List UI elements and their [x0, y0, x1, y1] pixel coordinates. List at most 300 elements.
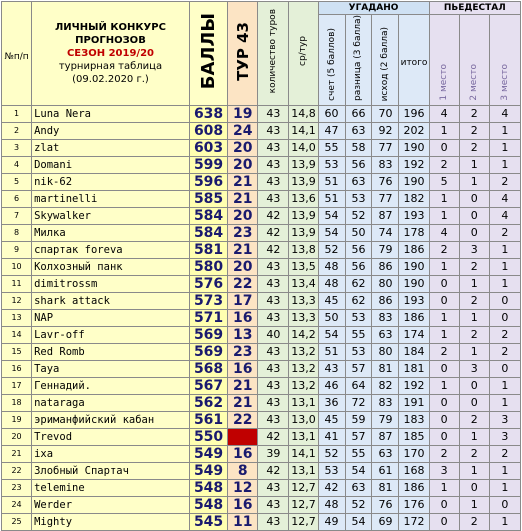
- place3-value: 1: [489, 462, 520, 479]
- balls-value: 549: [189, 462, 227, 479]
- place3-label: 3 место: [499, 64, 510, 101]
- avg-value: 13,9: [289, 173, 318, 190]
- score-value: 53: [318, 156, 345, 173]
- tour-value: 13: [228, 326, 258, 343]
- table-row: [2, 360, 521, 377]
- place1-value: 2: [429, 445, 459, 462]
- place1-value: 2: [429, 241, 459, 258]
- row-number: 16: [2, 360, 32, 377]
- balls-value: 576: [189, 275, 227, 292]
- balls-value: 561: [189, 411, 227, 428]
- row-number: 17: [2, 377, 32, 394]
- total-value: 192: [399, 156, 429, 173]
- avg-value: 13,4: [289, 275, 318, 292]
- score-label: счет (5 баллов): [326, 28, 337, 101]
- standings-table: [1, 1, 521, 531]
- tour-value: 20: [228, 207, 258, 224]
- player-name: dimitrossm: [32, 275, 190, 292]
- avg-value: 14,0: [289, 139, 318, 156]
- player-name: nataraga: [32, 394, 190, 411]
- outcome-value: 87: [372, 207, 399, 224]
- place1-label: 1 место: [439, 64, 450, 101]
- player-name: Andy: [32, 122, 190, 139]
- place3-value: 2: [489, 445, 520, 462]
- outcome-value: 82: [372, 377, 399, 394]
- player-name: эриманфийский кабан: [32, 411, 190, 428]
- total-value: 190: [399, 139, 429, 156]
- tour-value: 21: [228, 377, 258, 394]
- score-value: 53: [318, 462, 345, 479]
- tour-value: [228, 428, 258, 445]
- avg-value: 13,2: [289, 360, 318, 377]
- place3-value: 0: [489, 360, 520, 377]
- outcome-value: 63: [372, 326, 399, 343]
- tours-count-value: 43: [258, 122, 289, 139]
- place2-value: 0: [459, 190, 489, 207]
- tour-value: 21: [228, 190, 258, 207]
- row-number: 4: [2, 156, 32, 173]
- place2-value: 0: [459, 479, 489, 496]
- table-row: [2, 309, 521, 326]
- tour-value: 21: [228, 394, 258, 411]
- table-row: [2, 377, 521, 394]
- total-value: 190: [399, 258, 429, 275]
- diff-value: 56: [345, 241, 372, 258]
- tours-count-value: 40: [258, 326, 289, 343]
- place2-value: 1: [459, 173, 489, 190]
- outcome-value: 76: [372, 173, 399, 190]
- diff-value: 52: [345, 496, 372, 513]
- balls-value: 584: [189, 224, 227, 241]
- total-value: 186: [399, 479, 429, 496]
- table-row: [2, 156, 521, 173]
- diff-value: 54: [345, 462, 372, 479]
- row-number: 12: [2, 292, 32, 309]
- total-value: 182: [399, 190, 429, 207]
- tour-header-label: ТУР 43: [233, 22, 252, 81]
- place3-value: 3: [489, 428, 520, 445]
- place1-value: 1: [429, 122, 459, 139]
- total-value: 196: [399, 105, 429, 122]
- avg-value: 13,1: [289, 394, 318, 411]
- diff-value: 56: [345, 156, 372, 173]
- place3-value: 1: [489, 122, 520, 139]
- avg-value: 13,3: [289, 309, 318, 326]
- score-value: 36: [318, 394, 345, 411]
- player-name: telemine: [32, 479, 190, 496]
- tours-count-value: 43: [258, 479, 289, 496]
- place3-value: 1: [489, 241, 520, 258]
- outcome-value: 70: [372, 105, 399, 122]
- diff-value: 55: [345, 326, 372, 343]
- diff-value: 55: [345, 445, 372, 462]
- player-name: Колхозный панк: [32, 258, 190, 275]
- place2-value: 3: [459, 241, 489, 258]
- tours-count-value: 43: [258, 309, 289, 326]
- tour-value: 23: [228, 343, 258, 360]
- balls-value: 549: [189, 445, 227, 462]
- tours-count-value: 43: [258, 105, 289, 122]
- score-value: 46: [318, 377, 345, 394]
- row-number: 7: [2, 207, 32, 224]
- row-number: 24: [2, 496, 32, 513]
- place2-value: 1: [459, 496, 489, 513]
- diff-value: 56: [345, 258, 372, 275]
- place2-value: 2: [459, 139, 489, 156]
- avg-value: 13,1: [289, 462, 318, 479]
- tours-count-value: 43: [258, 343, 289, 360]
- tours-count-value: 42: [258, 428, 289, 445]
- player-name: Mighty: [32, 513, 190, 530]
- tour-value: 12: [228, 479, 258, 496]
- balls-header-label: БАЛЛЫ: [198, 13, 220, 90]
- diff-value: 50: [345, 224, 372, 241]
- tour-value: 21: [228, 173, 258, 190]
- outcome-value: 76: [372, 496, 399, 513]
- tours-count-value: 43: [258, 190, 289, 207]
- place1-value: 0: [429, 496, 459, 513]
- score-value: 48: [318, 258, 345, 275]
- tour-value: 24: [228, 122, 258, 139]
- avg-value: 13,2: [289, 343, 318, 360]
- table-row: [2, 190, 521, 207]
- score-value: 52: [318, 445, 345, 462]
- score-value: 42: [318, 479, 345, 496]
- diff-value: 53: [345, 309, 372, 326]
- player-name: Red Romb: [32, 343, 190, 360]
- balls-value: 581: [189, 241, 227, 258]
- tours-count-value: 43: [258, 411, 289, 428]
- avg-value: 14,2: [289, 326, 318, 343]
- place2-value: 2: [459, 258, 489, 275]
- tours-count-value: 42: [258, 462, 289, 479]
- place1-value: 5: [429, 173, 459, 190]
- outcome-value: 92: [372, 122, 399, 139]
- diff-value: 64: [345, 377, 372, 394]
- place2-value: 0: [459, 207, 489, 224]
- place1-value: 1: [429, 377, 459, 394]
- player-name: martinelli: [32, 190, 190, 207]
- number-header-label: №п/п: [4, 51, 29, 62]
- date-label: (09.02.2020 г.): [72, 73, 149, 85]
- row-number: 20: [2, 428, 32, 445]
- place2-value: 2: [459, 411, 489, 428]
- title-block: [32, 2, 190, 106]
- tours-count-value: 43: [258, 360, 289, 377]
- avg-value: 13,1: [289, 428, 318, 445]
- outcome-value: 63: [372, 445, 399, 462]
- avg-value: 13,2: [289, 377, 318, 394]
- place1-value: 0: [429, 139, 459, 156]
- row-number: 1: [2, 105, 32, 122]
- avg-value: 14,1: [289, 445, 318, 462]
- place1-value: 1: [429, 258, 459, 275]
- total-value: 176: [399, 496, 429, 513]
- place2-value: 2: [459, 445, 489, 462]
- table-row: [2, 173, 521, 190]
- row-number: 11: [2, 275, 32, 292]
- place1-value: 0: [429, 411, 459, 428]
- place3-value: 3: [489, 411, 520, 428]
- place2-value: 2: [459, 326, 489, 343]
- diff-value: 62: [345, 292, 372, 309]
- balls-value: 548: [189, 496, 227, 513]
- row-number: 15: [2, 343, 32, 360]
- tour-value: 22: [228, 275, 258, 292]
- balls-value: 573: [189, 292, 227, 309]
- total-value: 191: [399, 394, 429, 411]
- tour-value: 17: [228, 292, 258, 309]
- diff-label: разница (3 балла): [353, 15, 364, 101]
- tours-count-header: [258, 2, 289, 106]
- balls-value: 545: [189, 513, 227, 530]
- player-name: Trevod: [32, 428, 190, 445]
- tours-count-value: 42: [258, 224, 289, 241]
- tours-count-value: 43: [258, 156, 289, 173]
- place3-header: [489, 15, 520, 106]
- row-number: 10: [2, 258, 32, 275]
- outcome-value: 83: [372, 394, 399, 411]
- table-row: [2, 411, 521, 428]
- place2-value: 1: [459, 275, 489, 292]
- total-value: 190: [399, 173, 429, 190]
- score-value: 54: [318, 207, 345, 224]
- place3-value: 4: [489, 207, 520, 224]
- place3-value: 1: [489, 258, 520, 275]
- diff-value: 53: [345, 190, 372, 207]
- place1-value: 0: [429, 292, 459, 309]
- place2-value: 1: [459, 343, 489, 360]
- table-row: [2, 139, 521, 156]
- place2-value: 1: [459, 462, 489, 479]
- place3-value: 1: [489, 394, 520, 411]
- avg-value: 12,7: [289, 513, 318, 530]
- place3-value: 1: [489, 275, 520, 292]
- tour-value: 22: [228, 411, 258, 428]
- player-name: Геннадий.: [32, 377, 190, 394]
- tour-value: 20: [228, 258, 258, 275]
- total-value: 193: [399, 207, 429, 224]
- score-value: 49: [318, 513, 345, 530]
- diff-value: 72: [345, 394, 372, 411]
- tours-count-value: 43: [258, 275, 289, 292]
- balls-value: 550: [189, 428, 227, 445]
- place3-value: 4: [489, 190, 520, 207]
- table-row: [2, 479, 521, 496]
- avg-value: 12,7: [289, 496, 318, 513]
- player-name: Domani: [32, 156, 190, 173]
- balls-value: 569: [189, 343, 227, 360]
- player-name: nik-62: [32, 173, 190, 190]
- outcome-value: 80: [372, 343, 399, 360]
- tour-header: [228, 2, 258, 106]
- score-value: 47: [318, 122, 345, 139]
- avg-value: 13,9: [289, 207, 318, 224]
- table-row: [2, 241, 521, 258]
- tours-count-value: 43: [258, 377, 289, 394]
- tour-value: 19: [228, 105, 258, 122]
- total-value: 168: [399, 462, 429, 479]
- table-row: [2, 394, 521, 411]
- outcome-value: 77: [372, 190, 399, 207]
- place3-value: 2: [489, 326, 520, 343]
- score-value: 50: [318, 309, 345, 326]
- place3-value: 1: [489, 479, 520, 496]
- tours-count-value: 43: [258, 173, 289, 190]
- place2-value: 2: [459, 513, 489, 530]
- place2-value: 2: [459, 122, 489, 139]
- place1-value: 2: [429, 156, 459, 173]
- avg-value: 12,7: [289, 479, 318, 496]
- score-value: 41: [318, 428, 345, 445]
- place2-value: 2: [459, 105, 489, 122]
- avg-header: [289, 2, 318, 106]
- player-name: ixa: [32, 445, 190, 462]
- avg-value: 13,8: [289, 241, 318, 258]
- place2-label: 2 место: [469, 64, 480, 101]
- diff-value: 58: [345, 139, 372, 156]
- place2-value: 3: [459, 360, 489, 377]
- score-value: 52: [318, 241, 345, 258]
- balls-value: 603: [189, 139, 227, 156]
- place3-value: 1: [489, 156, 520, 173]
- diff-value: 54: [345, 513, 372, 530]
- diff-value: 57: [345, 360, 372, 377]
- place1-value: 3: [429, 462, 459, 479]
- row-number: 9: [2, 241, 32, 258]
- tours-count-value: 42: [258, 207, 289, 224]
- outcome-label: исход (2 балла): [380, 26, 391, 101]
- tour-value: 16: [228, 496, 258, 513]
- place3-value: 0: [489, 292, 520, 309]
- title-line2: ПРОГНОЗОВ: [75, 34, 146, 46]
- score-value: 54: [318, 224, 345, 241]
- tours-count-label: количество туров: [268, 9, 279, 94]
- tours-count-value: 43: [258, 292, 289, 309]
- tour-value: 16: [228, 445, 258, 462]
- player-name: Милка: [32, 224, 190, 241]
- outcome-value: 83: [372, 309, 399, 326]
- total-value: 202: [399, 122, 429, 139]
- player-name: Злобный Спартач: [32, 462, 190, 479]
- outcome-value: 69: [372, 513, 399, 530]
- diff-value: 66: [345, 105, 372, 122]
- balls-value: 608: [189, 122, 227, 139]
- outcome-value: 61: [372, 462, 399, 479]
- place2-value: 0: [459, 224, 489, 241]
- tours-count-value: 43: [258, 513, 289, 530]
- outcome-value: 74: [372, 224, 399, 241]
- score-value: 48: [318, 275, 345, 292]
- place1-value: 1: [429, 207, 459, 224]
- balls-value: 585: [189, 190, 227, 207]
- outcome-value: 86: [372, 258, 399, 275]
- place3-value: 0: [489, 496, 520, 513]
- diff-value: 63: [345, 479, 372, 496]
- avg-value: 14,1: [289, 122, 318, 139]
- table-type-label: турнирная таблица: [58, 60, 163, 72]
- outcome-value: 81: [372, 479, 399, 496]
- avg-value: 13,5: [289, 258, 318, 275]
- total-value: 183: [399, 411, 429, 428]
- total-header: [399, 15, 429, 106]
- total-value: 184: [399, 343, 429, 360]
- player-name: shark attack: [32, 292, 190, 309]
- place1-value: 2: [429, 343, 459, 360]
- podium-group-header: ПЬЕДЕСТАЛ: [429, 2, 520, 15]
- table-row: [2, 343, 521, 360]
- total-value: 181: [399, 360, 429, 377]
- tours-count-value: 42: [258, 241, 289, 258]
- total-value: 185: [399, 428, 429, 445]
- place1-value: 1: [429, 309, 459, 326]
- tour-value: 21: [228, 241, 258, 258]
- table-row: [2, 445, 521, 462]
- tours-count-value: 39: [258, 445, 289, 462]
- player-name: Lavr-off: [32, 326, 190, 343]
- place2-value: 1: [459, 309, 489, 326]
- balls-value: 599: [189, 156, 227, 173]
- row-number: 25: [2, 513, 32, 530]
- place1-value: 0: [429, 428, 459, 445]
- place1-value: 0: [429, 513, 459, 530]
- row-number: 5: [2, 173, 32, 190]
- row-number: 6: [2, 190, 32, 207]
- balls-value: 562: [189, 394, 227, 411]
- total-value: 190: [399, 275, 429, 292]
- table-row: [2, 224, 521, 241]
- table-row: [2, 428, 521, 445]
- score-value: 60: [318, 105, 345, 122]
- outcome-value: 86: [372, 292, 399, 309]
- table-row: [2, 275, 521, 292]
- outcome-value: 79: [372, 411, 399, 428]
- table-row: [2, 496, 521, 513]
- place3-value: 1: [489, 513, 520, 530]
- place1-value: 0: [429, 394, 459, 411]
- player-name: Luna Nera: [32, 105, 190, 122]
- tour-value: 23: [228, 224, 258, 241]
- outcome-value: 80: [372, 275, 399, 292]
- avg-value: 14,8: [289, 105, 318, 122]
- tours-count-value: 43: [258, 258, 289, 275]
- table-row: [2, 207, 521, 224]
- total-value: 192: [399, 377, 429, 394]
- place2-header: [459, 15, 489, 106]
- tour-value: 8: [228, 462, 258, 479]
- total-value: 174: [399, 326, 429, 343]
- avg-value: 13,3: [289, 292, 318, 309]
- avg-value: 13,0: [289, 411, 318, 428]
- score-value: 45: [318, 292, 345, 309]
- place3-value: 2: [489, 173, 520, 190]
- total-label: итого: [400, 58, 428, 69]
- place3-value: 0: [489, 309, 520, 326]
- place1-value: 1: [429, 190, 459, 207]
- table-row: [2, 513, 521, 530]
- table-row: [2, 462, 521, 479]
- tour-value: 20: [228, 139, 258, 156]
- place1-value: 4: [429, 224, 459, 241]
- balls-value: 580: [189, 258, 227, 275]
- outcome-value: 77: [372, 139, 399, 156]
- total-value: 178: [399, 224, 429, 241]
- outcome-value: 87: [372, 428, 399, 445]
- player-name: zlat: [32, 139, 190, 156]
- place3-value: 2: [489, 343, 520, 360]
- balls-value: 567: [189, 377, 227, 394]
- season-label: СЕЗОН 2019/20: [66, 47, 154, 59]
